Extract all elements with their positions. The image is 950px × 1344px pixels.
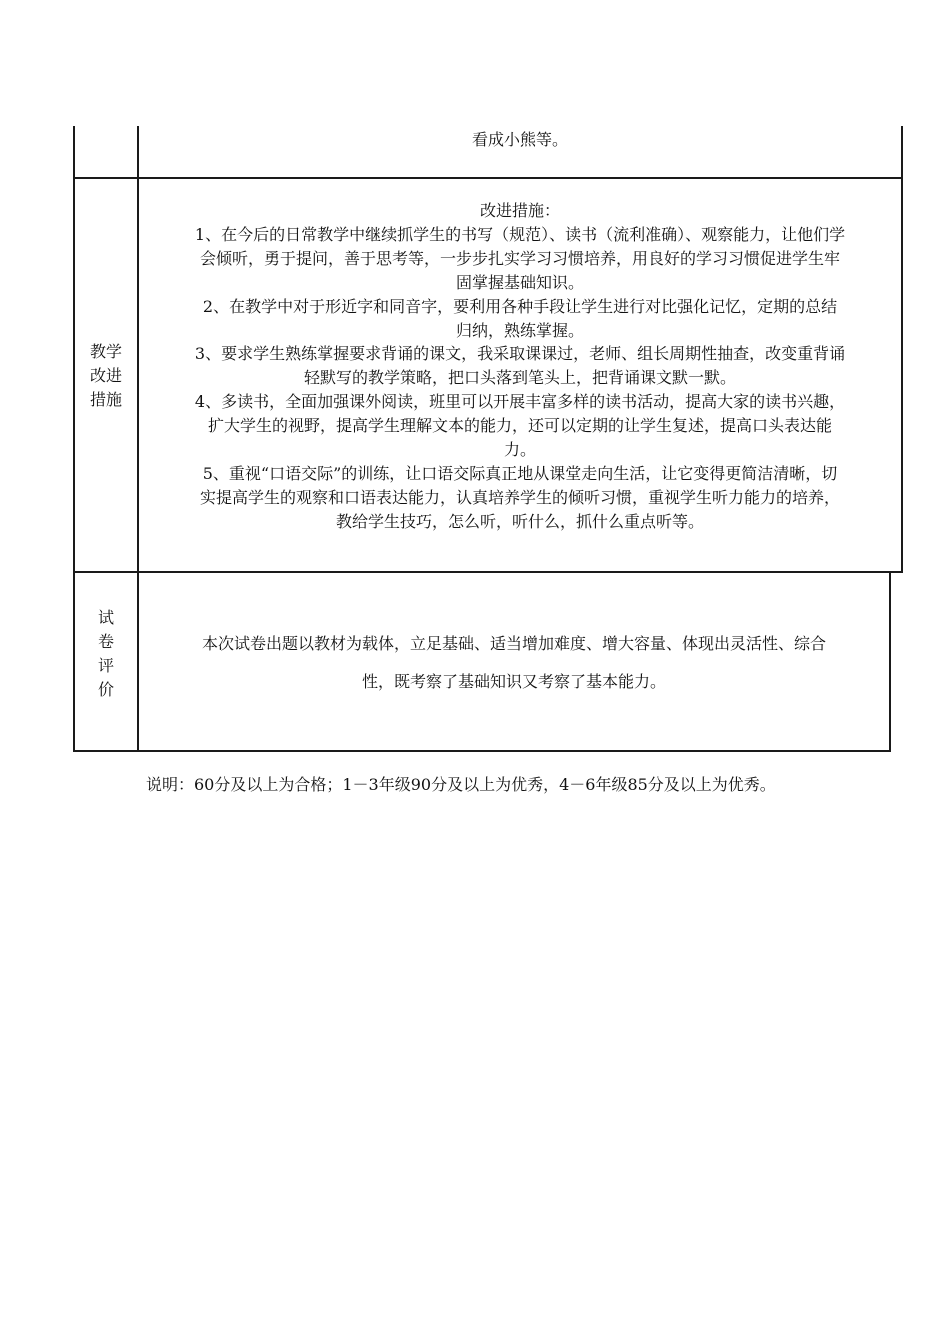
improvement-line: 5、重视“口语交际”的训练，让口语交际真正地从课堂走向生活，让它变得更简洁清晰，切 <box>202 463 838 483</box>
evaluation-line: 性，既考察了基础知识又考察了基本能力。 <box>361 672 666 691</box>
improvement-line: 实提高学生的观察和口语表达能力，认真培养学生的倾听习惯，重视学生听力能力的培养， <box>199 487 840 507</box>
table-right-border-upper <box>901 126 903 572</box>
evaluation-label <box>76 606 136 702</box>
row-divider-2 <box>73 571 903 573</box>
column-divider <box>137 126 139 752</box>
improvement-content <box>141 199 899 534</box>
table-right-border-lower <box>889 572 891 752</box>
improvement-line: 4、多读书，全面加强课外阅读，班里可以开展丰富多样的读书活动，提高大家的读书兴趣， <box>194 392 846 412</box>
improvement-line: 力。 <box>503 440 536 460</box>
improvement-line: 固掌握基础知识。 <box>455 272 584 292</box>
improvement-line: 3、要求学生熟练掌握要求背诵的课文，我采取课课过，老师、组长周期性抽查，改变重背诵 <box>194 344 846 364</box>
improvement-label <box>76 340 136 412</box>
improvement-label-line: 教学 <box>89 342 122 361</box>
table-bottom-border <box>73 750 891 752</box>
footnote: 说明：60分及以上为合格；1－3年级90分及以上为优秀，4－6年级85分及以上为优秀。 <box>146 775 776 794</box>
improvement-label-line: 措施 <box>89 390 122 409</box>
improvement-line: 轻默写的教学策略，把口头落到笔头上，把背诵课文默一默。 <box>303 368 736 388</box>
evaluation-content <box>141 625 887 701</box>
improvement-line: 会倾听，勇于提问，善于思考等，一步步扎实学习习惯培养，用良好的学习习惯促进学生牢 <box>199 248 840 268</box>
evaluation-line: 本次试卷出题以教材为载体，立足基础、适当增加难度、增大容量、体现出灵活性、综合 <box>201 634 826 653</box>
improvement-line: 2、在教学中对于形近字和同音字，要利用各种手段让学生进行对比强化记忆，定期的总结 <box>202 296 838 316</box>
row-divider-1 <box>73 177 903 179</box>
improvement-line: 1、在今后的日常教学中继续抓学生的书写（规范）、读书（流利准确）、观察能力，让他们学 <box>194 224 846 244</box>
improvement-line: 归纳，熟练掌握。 <box>455 320 584 340</box>
improvement-line: 扩大学生的视野，提高学生理解文本的能力，还可以定期的让学生复述，提高口头表达能 <box>207 416 832 436</box>
top-row-text: 看成小熊等。 <box>471 130 568 149</box>
evaluation-label-char: 价 <box>97 680 114 699</box>
evaluation-label-char: 评 <box>97 656 114 675</box>
evaluation-label-char: 试 <box>97 608 114 627</box>
improvement-line: 教给学生技巧，怎么听，听什么，抓什么重点听等。 <box>335 511 704 531</box>
evaluation-label-char: 卷 <box>97 632 114 651</box>
table-left-border <box>73 126 75 752</box>
improvement-label-line: 改进 <box>89 366 122 385</box>
improvement-heading: 改进措施： <box>479 201 560 220</box>
